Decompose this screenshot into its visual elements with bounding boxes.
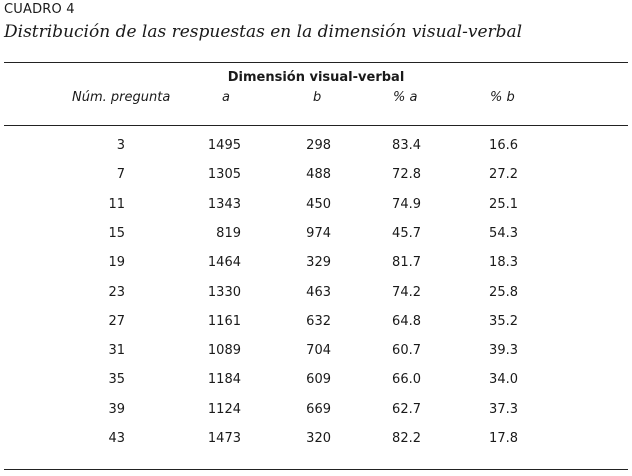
cell-question: 31 [108, 343, 125, 358]
cell-pct-b: 35.2 [489, 314, 518, 329]
cell-a: 1089 [207, 343, 241, 358]
table-label: CUADRO 4 [4, 2, 75, 17]
group-header: Dimensión visual-verbal [227, 70, 405, 85]
cell-question: 35 [108, 372, 125, 387]
cell-pct-a: 45.7 [392, 226, 421, 241]
cell-pct-a: 82.2 [392, 431, 421, 446]
cell-pct-b: 25.8 [489, 285, 518, 300]
cell-pct-a: 83.4 [392, 138, 421, 153]
cell-pct-b: 27.2 [489, 167, 518, 182]
cell-b: 609 [306, 372, 331, 387]
cell-pct-b: 37.3 [489, 402, 518, 417]
column-header-b: b [313, 90, 322, 105]
cell-b: 488 [306, 167, 331, 182]
cell-b: 320 [306, 431, 331, 446]
cell-pct-b: 34.0 [489, 372, 518, 387]
cell-b: 669 [306, 402, 331, 417]
cell-a: 1330 [207, 285, 241, 300]
cell-b: 298 [306, 138, 331, 153]
cell-a: 1464 [207, 255, 241, 270]
cell-pct-b: 39.3 [489, 343, 518, 358]
cell-b: 632 [306, 314, 331, 329]
cell-question: 19 [108, 255, 125, 270]
cell-question: 43 [108, 431, 125, 446]
cell-pct-a: 64.8 [392, 314, 421, 329]
cell-question: 23 [108, 285, 125, 300]
cell-pct-a: 66.0 [392, 372, 421, 387]
cell-pct-a: 60.7 [392, 343, 421, 358]
column-header-pct-b: % b [490, 90, 515, 105]
cell-pct-a: 62.7 [392, 402, 421, 417]
cell-question: 15 [108, 226, 125, 241]
cell-pct-b: 25.1 [489, 197, 518, 212]
column-header-pct-a: % a [393, 90, 418, 105]
table-title: Distribución de las respuestas en la dimensión visual-verbal [4, 22, 523, 42]
cell-a: 1343 [207, 197, 241, 212]
cell-a: 1161 [207, 314, 241, 329]
cell-question: 39 [108, 402, 125, 417]
cell-a: 1184 [207, 372, 241, 387]
cell-a: 1473 [207, 431, 241, 446]
cell-question: 7 [116, 167, 125, 182]
cell-pct-a: 74.9 [392, 197, 421, 212]
cell-a: 1124 [207, 402, 241, 417]
cell-b: 463 [306, 285, 331, 300]
cell-question: 3 [116, 138, 125, 153]
cell-question: 27 [108, 314, 125, 329]
header-rule [4, 125, 628, 126]
cell-b: 704 [306, 343, 331, 358]
cell-b: 329 [306, 255, 331, 270]
cell-pct-b: 16.6 [489, 138, 518, 153]
cell-pct-a: 74.2 [392, 285, 421, 300]
cell-pct-b: 18.3 [489, 255, 518, 270]
cell-pct-a: 81.7 [392, 255, 421, 270]
bottom-rule [4, 469, 628, 470]
top-rule [4, 62, 628, 63]
cell-pct-b: 54.3 [489, 226, 518, 241]
column-header-a: a [222, 90, 230, 105]
cell-a: 819 [216, 226, 241, 241]
cell-pct-a: 72.8 [392, 167, 421, 182]
cell-b: 450 [306, 197, 331, 212]
cell-question: 11 [108, 197, 125, 212]
cell-b: 974 [306, 226, 331, 241]
cell-pct-b: 17.8 [489, 431, 518, 446]
cell-a: 1305 [207, 167, 241, 182]
column-header-question: Núm. pregunta [72, 90, 171, 105]
cell-a: 1495 [207, 138, 241, 153]
